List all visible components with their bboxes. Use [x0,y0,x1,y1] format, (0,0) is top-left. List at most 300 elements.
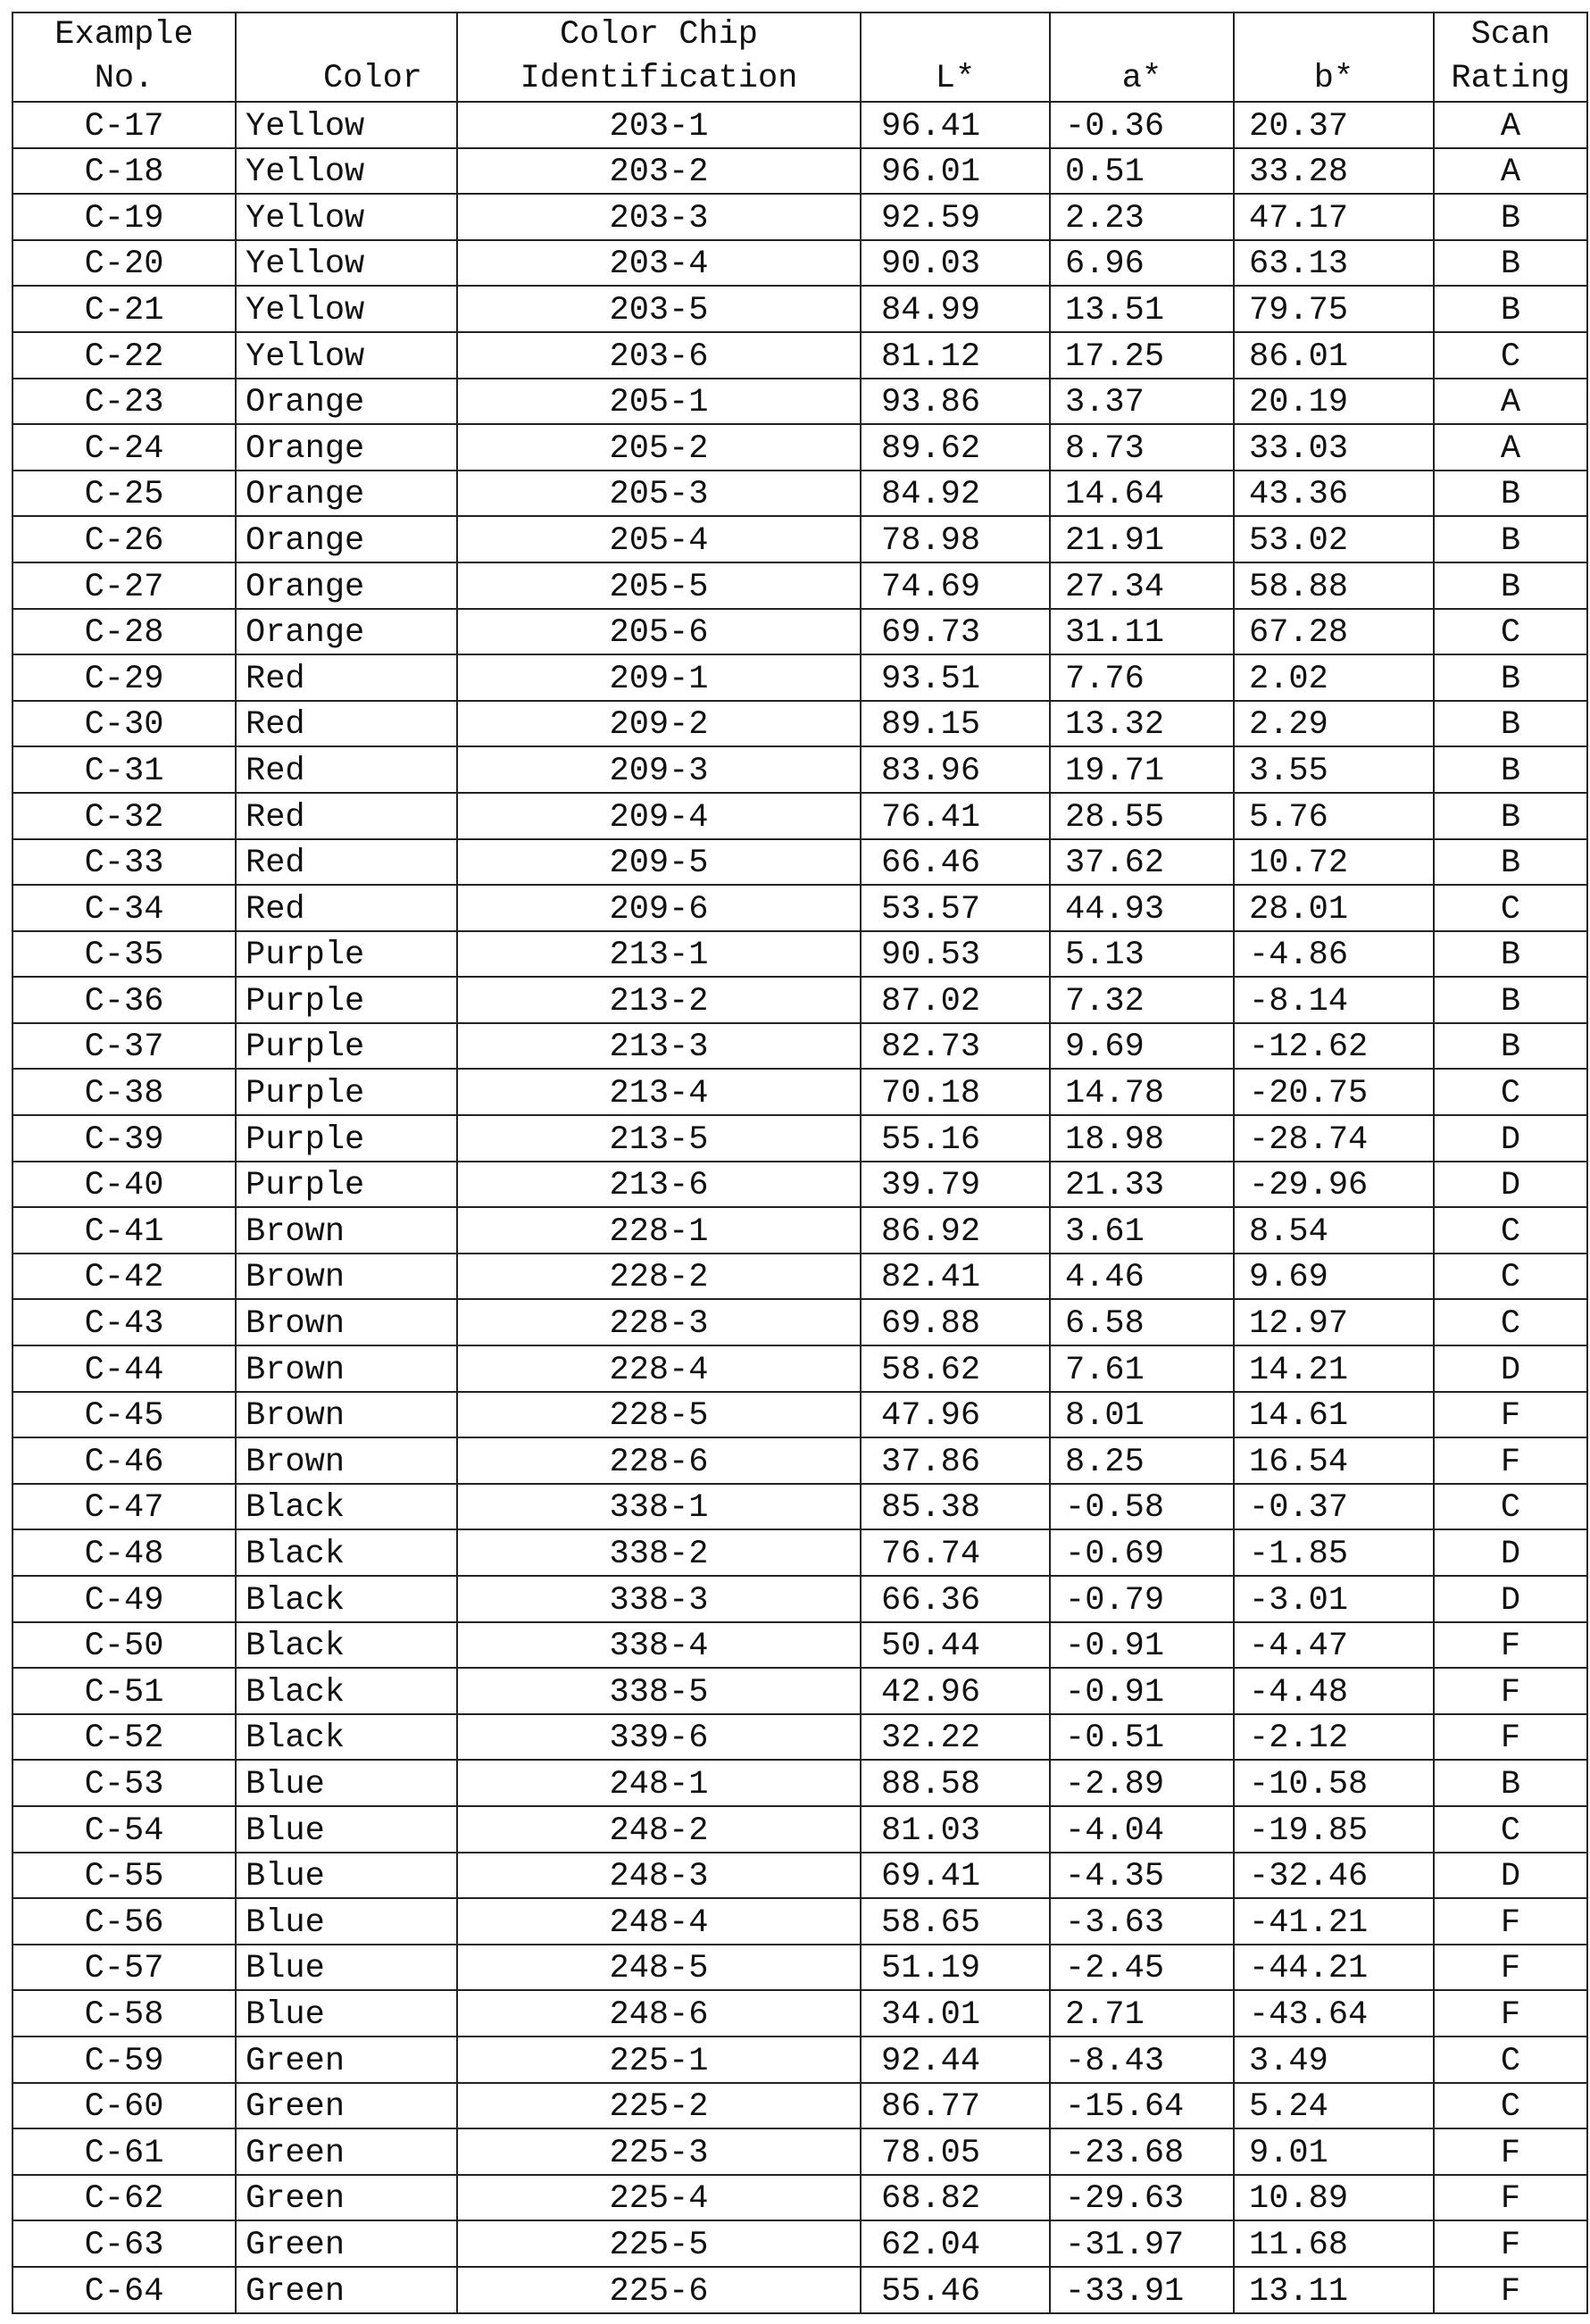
cell-l: 96.01 [861,148,1050,195]
table-row [12,977,1587,1023]
cell-color: Yellow [236,240,457,287]
cell-l: 76.41 [861,793,1050,839]
cell-a: -2.45 [1050,1945,1234,1991]
cell-example-no: C-48 [12,1529,236,1576]
table-row [12,2267,1587,2313]
cell-a: 0.51 [1050,148,1234,195]
header-example-no [12,12,236,102]
cell-b: -10.58 [1234,1760,1434,1806]
cell-l: 78.05 [861,2128,1050,2175]
cell-chip-id: 209-6 [457,885,861,931]
cell-a: 6.58 [1050,1299,1234,1345]
cell-chip-id: 248-5 [457,1945,861,1991]
cell-l: 84.92 [861,471,1050,517]
cell-color: Brown [236,1437,457,1484]
cell-l: 84.99 [861,286,1050,332]
cell-a: -4.35 [1050,1853,1234,1899]
cell-example-no: C-64 [12,2267,236,2313]
cell-chip-id: 213-5 [457,1115,861,1162]
cell-l: 83.96 [861,746,1050,793]
cell-scan-rating: B [1434,654,1587,701]
cell-chip-id: 209-4 [457,793,861,839]
cell-scan-rating: B [1434,839,1587,886]
cell-scan-rating: F [1434,2267,1587,2313]
cell-l: 69.88 [861,1299,1050,1345]
table-header [12,12,1587,102]
cell-scan-rating: F [1434,1990,1587,2037]
cell-color: Purple [236,1069,457,1115]
table-row [12,1714,1587,1761]
cell-b: 10.89 [1234,2175,1434,2221]
cell-b: 28.01 [1234,885,1434,931]
cell-color: Purple [236,1023,457,1070]
cell-l: 47.96 [861,1392,1050,1438]
cell-chip-id: 338-4 [457,1622,861,1669]
cell-example-no: C-52 [12,1714,236,1761]
cell-scan-rating: B [1434,1023,1587,1070]
cell-scan-rating: C [1434,609,1587,655]
cell-l: 66.36 [861,1576,1050,1622]
cell-chip-id: 338-5 [457,1668,861,1714]
cell-example-no: C-42 [12,1254,236,1300]
cell-a: -0.69 [1050,1529,1234,1576]
cell-scan-rating: C [1434,1069,1587,1115]
cell-a: 14.64 [1050,471,1234,517]
cell-example-no: C-56 [12,1898,236,1945]
cell-scan-rating: C [1434,1254,1587,1300]
cell-color: Purple [236,1115,457,1162]
cell-scan-rating: F [1434,1714,1587,1761]
cell-scan-rating: A [1434,424,1587,471]
cell-b: -1.85 [1234,1529,1434,1576]
cell-l: 70.18 [861,1069,1050,1115]
cell-color: Red [236,793,457,839]
cell-scan-rating: C [1434,885,1587,931]
cell-scan-rating: F [1434,1437,1587,1484]
cell-a: 13.32 [1050,701,1234,747]
cell-color: Red [236,839,457,886]
cell-b: 9.01 [1234,2128,1434,2175]
cell-example-no: C-35 [12,931,236,978]
header-scan-line-1: Scan [1470,16,1551,54]
cell-color: Blue [236,1945,457,1991]
cell-a: -29.63 [1050,2175,1234,2221]
cell-chip-id: 228-4 [457,1345,861,1392]
cell-l: 55.46 [861,2267,1050,2313]
cell-color: Yellow [236,148,457,195]
header-scan-line-2: Rating [1451,60,1570,97]
table-row [12,1622,1587,1669]
cell-l: 86.92 [861,1207,1050,1254]
cell-chip-id: 225-6 [457,2267,861,2313]
cell-a: 8.01 [1050,1392,1234,1438]
cell-color: Yellow [236,332,457,379]
cell-a: -0.79 [1050,1576,1234,1622]
cell-l: 93.51 [861,654,1050,701]
cell-l: 39.79 [861,1162,1050,1208]
table-row [12,286,1587,332]
cell-color: Green [236,2220,457,2267]
cell-b: -41.21 [1234,1898,1434,1945]
cell-l: 86.77 [861,2083,1050,2129]
cell-a: -0.91 [1050,1622,1234,1669]
cell-a: 19.71 [1050,746,1234,793]
cell-a: 31.11 [1050,609,1234,655]
header-example-line-1: Example [54,16,194,54]
cell-chip-id: 203-6 [457,332,861,379]
cell-a: 21.33 [1050,1162,1234,1208]
cell-a: 27.34 [1050,562,1234,609]
cell-color: Blue [236,1806,457,1853]
cell-color: Black [236,1576,457,1622]
cell-chip-id: 205-3 [457,471,861,517]
table-row [12,1668,1587,1714]
cell-example-no: C-34 [12,885,236,931]
cell-chip-id: 339-6 [457,1714,861,1761]
cell-b: -8.14 [1234,977,1434,1023]
cell-color: Blue [236,1853,457,1899]
cell-example-no: C-28 [12,609,236,655]
table-row [12,471,1587,517]
cell-b: 5.24 [1234,2083,1434,2129]
cell-scan-rating: C [1434,1207,1587,1254]
header-color-spacer [237,13,422,57]
cell-chip-id: 228-2 [457,1254,861,1300]
cell-scan-rating: B [1434,1760,1587,1806]
cell-l: 69.73 [861,609,1050,655]
cell-a: -15.64 [1050,2083,1234,2129]
cell-scan-rating: F [1434,1898,1587,1945]
cell-b: 14.61 [1234,1392,1434,1438]
cell-color: Green [236,2175,457,2221]
cell-b: 3.55 [1234,746,1434,793]
cell-l: 89.62 [861,424,1050,471]
cell-chip-id: 205-4 [457,516,861,562]
cell-scan-rating: A [1434,379,1587,425]
cell-scan-rating: C [1434,1484,1587,1530]
cell-chip-id: 203-3 [457,194,861,240]
cell-a: 4.46 [1050,1254,1234,1300]
table-row [12,1299,1587,1345]
cell-l: 69.41 [861,1853,1050,1899]
cell-a: 28.55 [1050,793,1234,839]
cell-l: 68.82 [861,2175,1050,2221]
cell-example-no: C-21 [12,286,236,332]
header-a: a* [1050,12,1234,102]
color-chip-table [12,12,1588,2314]
cell-color: Green [236,2128,457,2175]
cell-b: -4.86 [1234,931,1434,978]
cell-scan-rating: F [1434,1392,1587,1438]
cell-example-no: C-27 [12,562,236,609]
cell-example-no: C-32 [12,793,236,839]
cell-example-no: C-61 [12,2128,236,2175]
table-row [12,885,1587,931]
cell-b: 47.17 [1234,194,1434,240]
cell-a: -2.89 [1050,1760,1234,1806]
table-row [12,102,1587,148]
header-l: L* [861,12,1050,102]
table-row [12,332,1587,379]
cell-b: 20.37 [1234,102,1434,148]
cell-chip-id: 213-1 [457,931,861,978]
cell-chip-id: 225-3 [457,2128,861,2175]
cell-example-no: C-31 [12,746,236,793]
cell-l: 53.57 [861,885,1050,931]
cell-b: 20.19 [1234,379,1434,425]
table-row [12,1069,1587,1115]
cell-l: 93.86 [861,379,1050,425]
cell-chip-id: 248-1 [457,1760,861,1806]
table-row [12,2083,1587,2129]
cell-chip-id: 213-4 [457,1069,861,1115]
cell-color: Orange [236,424,457,471]
cell-b: -43.64 [1234,1990,1434,2037]
cell-example-no: C-37 [12,1023,236,1070]
cell-example-no: C-62 [12,2175,236,2221]
cell-b: 16.54 [1234,1437,1434,1484]
cell-l: 90.03 [861,240,1050,287]
cell-b: 10.72 [1234,839,1434,886]
cell-color: Black [236,1484,457,1530]
cell-scan-rating: B [1434,471,1587,517]
cell-example-no: C-20 [12,240,236,287]
cell-b: 43.36 [1234,471,1434,517]
table-row [12,562,1587,609]
cell-l: 90.53 [861,931,1050,978]
cell-a: 7.76 [1050,654,1234,701]
cell-example-no: C-24 [12,424,236,471]
cell-l: 62.04 [861,2220,1050,2267]
cell-example-no: C-50 [12,1622,236,1669]
cell-a: -31.97 [1050,2220,1234,2267]
cell-a: 44.93 [1050,885,1234,931]
table-row [12,931,1587,978]
cell-color: Purple [236,977,457,1023]
table-row [12,1254,1587,1300]
cell-example-no: C-30 [12,701,236,747]
cell-example-no: C-38 [12,1069,236,1115]
cell-chip-id: 209-5 [457,839,861,886]
cell-example-no: C-18 [12,148,236,195]
table-row [12,609,1587,655]
cell-a: 8.25 [1050,1437,1234,1484]
table-row [12,379,1587,425]
cell-b: 79.75 [1234,286,1434,332]
cell-scan-rating: D [1434,1529,1587,1576]
cell-b: 58.88 [1234,562,1434,609]
cell-color: Purple [236,1162,457,1208]
table-row [12,2037,1587,2083]
cell-color: Brown [236,1254,457,1300]
cell-b: -0.37 [1234,1484,1434,1530]
cell-example-no: C-33 [12,839,236,886]
cell-scan-rating: B [1434,931,1587,978]
cell-l: 50.44 [861,1622,1050,1669]
cell-scan-rating: F [1434,1945,1587,1991]
table-row [12,1345,1587,1392]
cell-scan-rating: C [1434,1806,1587,1853]
cell-chip-id: 209-3 [457,746,861,793]
cell-l: 51.19 [861,1945,1050,1991]
cell-color: Purple [236,931,457,978]
cell-example-no: C-17 [12,102,236,148]
cell-scan-rating: C [1434,2037,1587,2083]
cell-b: 12.97 [1234,1299,1434,1345]
table-row [12,424,1587,471]
cell-example-no: C-19 [12,194,236,240]
cell-a: 37.62 [1050,839,1234,886]
header-chip-id [457,12,861,102]
cell-chip-id: 209-1 [457,654,861,701]
cell-color: Black [236,1668,457,1714]
cell-example-no: C-60 [12,2083,236,2129]
cell-b: -19.85 [1234,1806,1434,1853]
table-row [12,1207,1587,1254]
cell-a: 14.78 [1050,1069,1234,1115]
header-chip-line-2: Identification [520,60,798,97]
cell-example-no: C-39 [12,1115,236,1162]
cell-l: 92.59 [861,194,1050,240]
cell-example-no: C-23 [12,379,236,425]
cell-color: Blue [236,1990,457,2037]
cell-scan-rating: B [1434,793,1587,839]
cell-example-no: C-46 [12,1437,236,1484]
table-row [12,1760,1587,1806]
cell-l: 85.38 [861,1484,1050,1530]
cell-chip-id: 248-2 [457,1806,861,1853]
header-color [236,12,457,102]
table-row [12,1529,1587,1576]
cell-chip-id: 248-6 [457,1990,861,2037]
cell-l: 78.98 [861,516,1050,562]
cell-b: -3.01 [1234,1576,1434,1622]
cell-l: 82.73 [861,1023,1050,1070]
table-row [12,839,1587,886]
cell-example-no: C-41 [12,1207,236,1254]
cell-b: -2.12 [1234,1714,1434,1761]
cell-scan-rating: B [1434,286,1587,332]
cell-example-no: C-63 [12,2220,236,2267]
cell-chip-id: 213-6 [457,1162,861,1208]
table-row [12,1023,1587,1070]
cell-chip-id: 228-3 [457,1299,861,1345]
cell-example-no: C-40 [12,1162,236,1208]
cell-scan-rating: B [1434,240,1587,287]
cell-color: Brown [236,1299,457,1345]
cell-b: -32.46 [1234,1853,1434,1899]
cell-chip-id: 213-3 [457,1023,861,1070]
cell-b: -28.74 [1234,1115,1434,1162]
cell-scan-rating: A [1434,148,1587,195]
cell-example-no: C-54 [12,1806,236,1853]
cell-chip-id: 203-5 [457,286,861,332]
table-row [12,1945,1587,1991]
cell-color: Green [236,2037,457,2083]
cell-chip-id: 338-2 [457,1529,861,1576]
cell-scan-rating: F [1434,2175,1587,2221]
cell-chip-id: 248-4 [457,1898,861,1945]
cell-b: 33.03 [1234,424,1434,471]
cell-color: Brown [236,1392,457,1438]
table-row [12,1576,1587,1622]
cell-chip-id: 203-1 [457,102,861,148]
cell-a: 9.69 [1050,1023,1234,1070]
cell-example-no: C-45 [12,1392,236,1438]
cell-chip-id: 203-4 [457,240,861,287]
cell-chip-id: 248-3 [457,1853,861,1899]
cell-color: Brown [236,1345,457,1392]
cell-b: 14.21 [1234,1345,1434,1392]
cell-l: 89.15 [861,701,1050,747]
cell-chip-id: 225-5 [457,2220,861,2267]
cell-color: Black [236,1622,457,1669]
cell-scan-rating: D [1434,1162,1587,1208]
cell-color: Yellow [236,286,457,332]
cell-a: -0.36 [1050,102,1234,148]
cell-color: Orange [236,562,457,609]
cell-color: Blue [236,1898,457,1945]
cell-b: -12.62 [1234,1023,1434,1070]
table-row [12,793,1587,839]
cell-l: 96.41 [861,102,1050,148]
header-chip-line-1: Color Chip [559,16,759,54]
cell-color: Orange [236,609,457,655]
cell-b: -4.47 [1234,1622,1434,1669]
cell-color: Yellow [236,194,457,240]
cell-chip-id: 228-6 [457,1437,861,1484]
cell-example-no: C-29 [12,654,236,701]
header-example-line-2: No. [94,60,154,97]
cell-l: 37.86 [861,1437,1050,1484]
cell-l: 34.01 [861,1990,1050,2037]
table-row [12,1898,1587,1945]
cell-example-no: C-36 [12,977,236,1023]
cell-l: 55.16 [861,1115,1050,1162]
cell-a: -0.91 [1050,1668,1234,1714]
cell-l: 74.69 [861,562,1050,609]
cell-b: 5.76 [1234,793,1434,839]
cell-b: -29.96 [1234,1162,1434,1208]
table-row [12,746,1587,793]
cell-scan-rating: F [1434,2220,1587,2267]
cell-color: Green [236,2083,457,2129]
cell-l: 81.03 [861,1806,1050,1853]
cell-l: 42.96 [861,1668,1050,1714]
cell-l: 92.44 [861,2037,1050,2083]
cell-example-no: C-51 [12,1668,236,1714]
cell-b: 86.01 [1234,332,1434,379]
cell-color: Black [236,1714,457,1761]
header-b: b* [1234,12,1434,102]
cell-example-no: C-26 [12,516,236,562]
cell-chip-id: 203-2 [457,148,861,195]
cell-color: Black [236,1529,457,1576]
cell-l: 58.65 [861,1898,1050,1945]
cell-a: 7.61 [1050,1345,1234,1392]
cell-b: 13.11 [1234,2267,1434,2313]
cell-scan-rating: F [1434,1668,1587,1714]
table-row [12,1806,1587,1853]
cell-scan-rating: C [1434,2083,1587,2129]
table-row [12,1115,1587,1162]
cell-scan-rating: B [1434,977,1587,1023]
cell-chip-id: 209-2 [457,701,861,747]
cell-a: 6.96 [1050,240,1234,287]
cell-a: -8.43 [1050,2037,1234,2083]
cell-scan-rating: F [1434,2128,1587,2175]
table-row [12,1392,1587,1438]
